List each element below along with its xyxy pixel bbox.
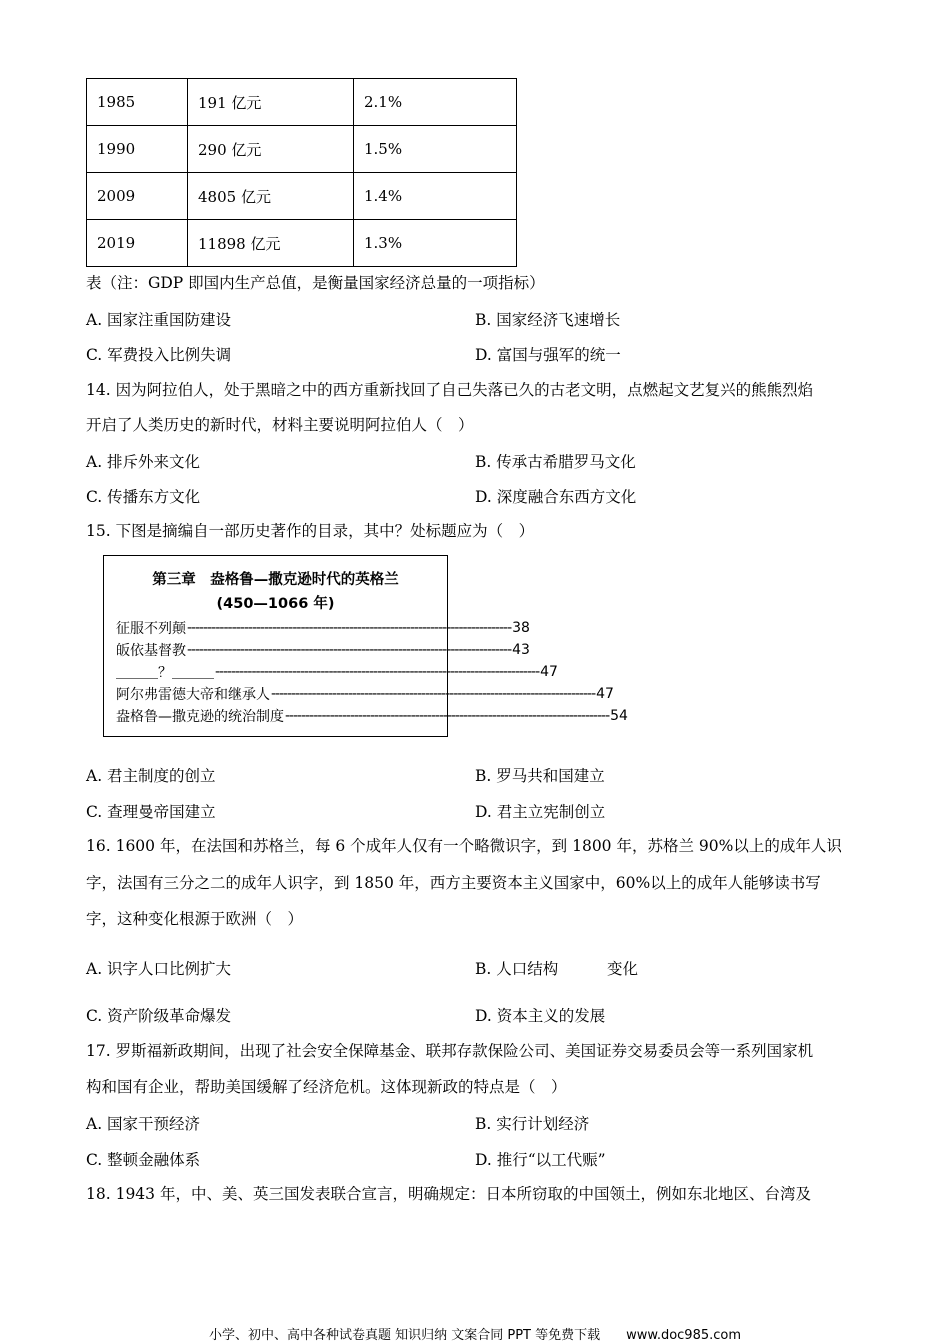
q17-option-d: D. 推行“以工代赈” [475, 1151, 606, 1169]
table-cell-year: 1990 [87, 126, 188, 173]
toc-leader: -------------------------------------------------------------------------------- [187, 620, 512, 636]
table-cell-ratio: 2.1% [354, 79, 517, 126]
toc-item-page: 43 [512, 642, 530, 658]
q15-option-d: D. 君主立宪制创立 [475, 803, 606, 821]
toc-item-page: 38 [512, 620, 530, 636]
q15-option-c: C. 查理曼帝国建立 [86, 803, 216, 821]
table-cell-gdp: 191 亿元 [188, 79, 354, 126]
table-cell-year: 2009 [87, 173, 188, 220]
q16-stem-line3: 字，这种变化根源于欧洲（ ） [86, 910, 304, 928]
toc-leader: -------------------------------------------------------------------------------- [187, 642, 512, 658]
table-row [87, 220, 517, 267]
toc-item-label: ＿＿＿？＿＿＿ [116, 665, 214, 681]
table-cell-gdp: 290 亿元 [188, 126, 354, 173]
toc-item-label: 阿尔弗雷德大帝和继承人 [116, 687, 270, 703]
q15-option-a: A. 君主制度的创立 [86, 767, 216, 785]
q14-option-a: A. 排斥外来文化 [86, 453, 201, 471]
q16-stem-line1: 16. 1600 年，在法国和苏格兰，每 6 个成年人仅有一个略微识字，到 1800 年，苏格兰 90%以上的成年人识 [86, 837, 842, 855]
q16-option-b: B. 人口结构 [475, 960, 559, 978]
toc-subtitle: (450—1066 年) [216, 596, 335, 612]
q13-option-c: C. 军费投入比例失调 [86, 346, 232, 364]
toc-leader: -------------------------------------------------------------------------------- [285, 708, 610, 724]
toc-item-label: 征服不列颠 [116, 621, 186, 637]
q16-option-c: C. 资产阶级革命爆发 [86, 1007, 232, 1025]
table-row [87, 173, 517, 220]
table-row [87, 126, 517, 173]
q17-option-c: C. 整顿金融体系 [86, 1151, 201, 1169]
toc-item [116, 706, 628, 726]
q14-option-d: D. 深度融合东西方文化 [475, 488, 637, 506]
toc-title: 第三章 盎格鲁—撒克逊时代的英格兰 [152, 572, 399, 588]
table-cell-ratio: 1.3% [354, 220, 517, 267]
gdp-table [86, 78, 517, 267]
q14-option-b: B. 传承古希腊罗马文化 [475, 453, 636, 471]
q15-stem: 15. 下图是摘编自一部历史著作的目录，其中？处标题应为（ ） [86, 522, 535, 540]
table-note: 表（注：GDP 即国内生产总值，是衡量国家经济总量的一项指标） [86, 274, 545, 292]
q17-option-b: B. 实行计划经济 [475, 1115, 590, 1133]
toc-item [116, 618, 530, 638]
toc-item-page: 47 [540, 664, 558, 680]
table-cell-gdp: 11898 亿元 [188, 220, 354, 267]
q17-option-a: A. 国家干预经济 [86, 1115, 201, 1133]
toc-leader: -------------------------------------------------------------------------------- [271, 686, 596, 702]
q13-option-b: B. 国家经济飞速增长 [475, 311, 621, 329]
q16-option-d: D. 资本主义的发展 [475, 1007, 606, 1025]
q16-option-b-tail: 变化 [607, 960, 639, 978]
toc-item-label: 盎格鲁—撒克逊的统治制度 [116, 709, 284, 725]
q14-stem-line2: 开启了人类历史的新时代，材料主要说明阿拉伯人（ ） [86, 416, 474, 434]
table-row [87, 79, 517, 126]
q14-option-c: C. 传播东方文化 [86, 488, 201, 506]
page-footer: 小学、初中、高中各种试卷真题 知识归纳 文案合同 PPT 等免费下载 www.doc985.com [208, 1328, 742, 1343]
table-cell-ratio: 1.5% [354, 126, 517, 173]
table-cell-gdp: 4805 亿元 [188, 173, 354, 220]
q13-option-a: A. 国家注重国防建设 [86, 311, 232, 329]
toc-leader: -------------------------------------------------------------------------------- [215, 664, 540, 680]
toc-figure [103, 555, 628, 737]
toc-item-page: 54 [610, 708, 628, 724]
q16-stem-line2: 字，法国有三分之二的成年人识字，到 1850 年，西方主要资本主义国家中，60%以上的成年人能够读书写 [86, 874, 821, 892]
toc-item [116, 640, 530, 660]
q17-stem-line2: 构和国有企业，帮助美国缓解了经济危机。这体现新政的特点是（ ） [86, 1078, 567, 1096]
toc-item [116, 662, 558, 682]
q15-option-b: B. 罗马共和国建立 [475, 767, 605, 785]
q14-stem-line1: 14. 因为阿拉伯人，处于黑暗之中的西方重新找回了自己失落已久的古老文明，点燃起文艺复兴的熊熊烈焰 [86, 381, 814, 399]
q17-stem-line1: 17. 罗斯福新政期间，出现了社会安全保障基金、联邦存款保险公司、美国证券交易委员会等一系列国家机 [86, 1042, 814, 1060]
table-cell-ratio: 1.4% [354, 173, 517, 220]
toc-item-label: 皈依基督教 [116, 643, 186, 659]
toc-item-page: 47 [596, 686, 614, 702]
q16-option-a: A. 识字人口比例扩大 [86, 960, 232, 978]
toc-item [116, 684, 614, 704]
q13-option-d: D. 富国与强军的统一 [475, 346, 621, 364]
table-cell-year: 2019 [87, 220, 188, 267]
q18-stem-line1: 18. 1943 年，中、美、英三国发表联合宣言，明确规定：日本所窃取的中国领土，例如东北地区、台湾及 [86, 1185, 811, 1203]
table-cell-year: 1985 [87, 79, 188, 126]
